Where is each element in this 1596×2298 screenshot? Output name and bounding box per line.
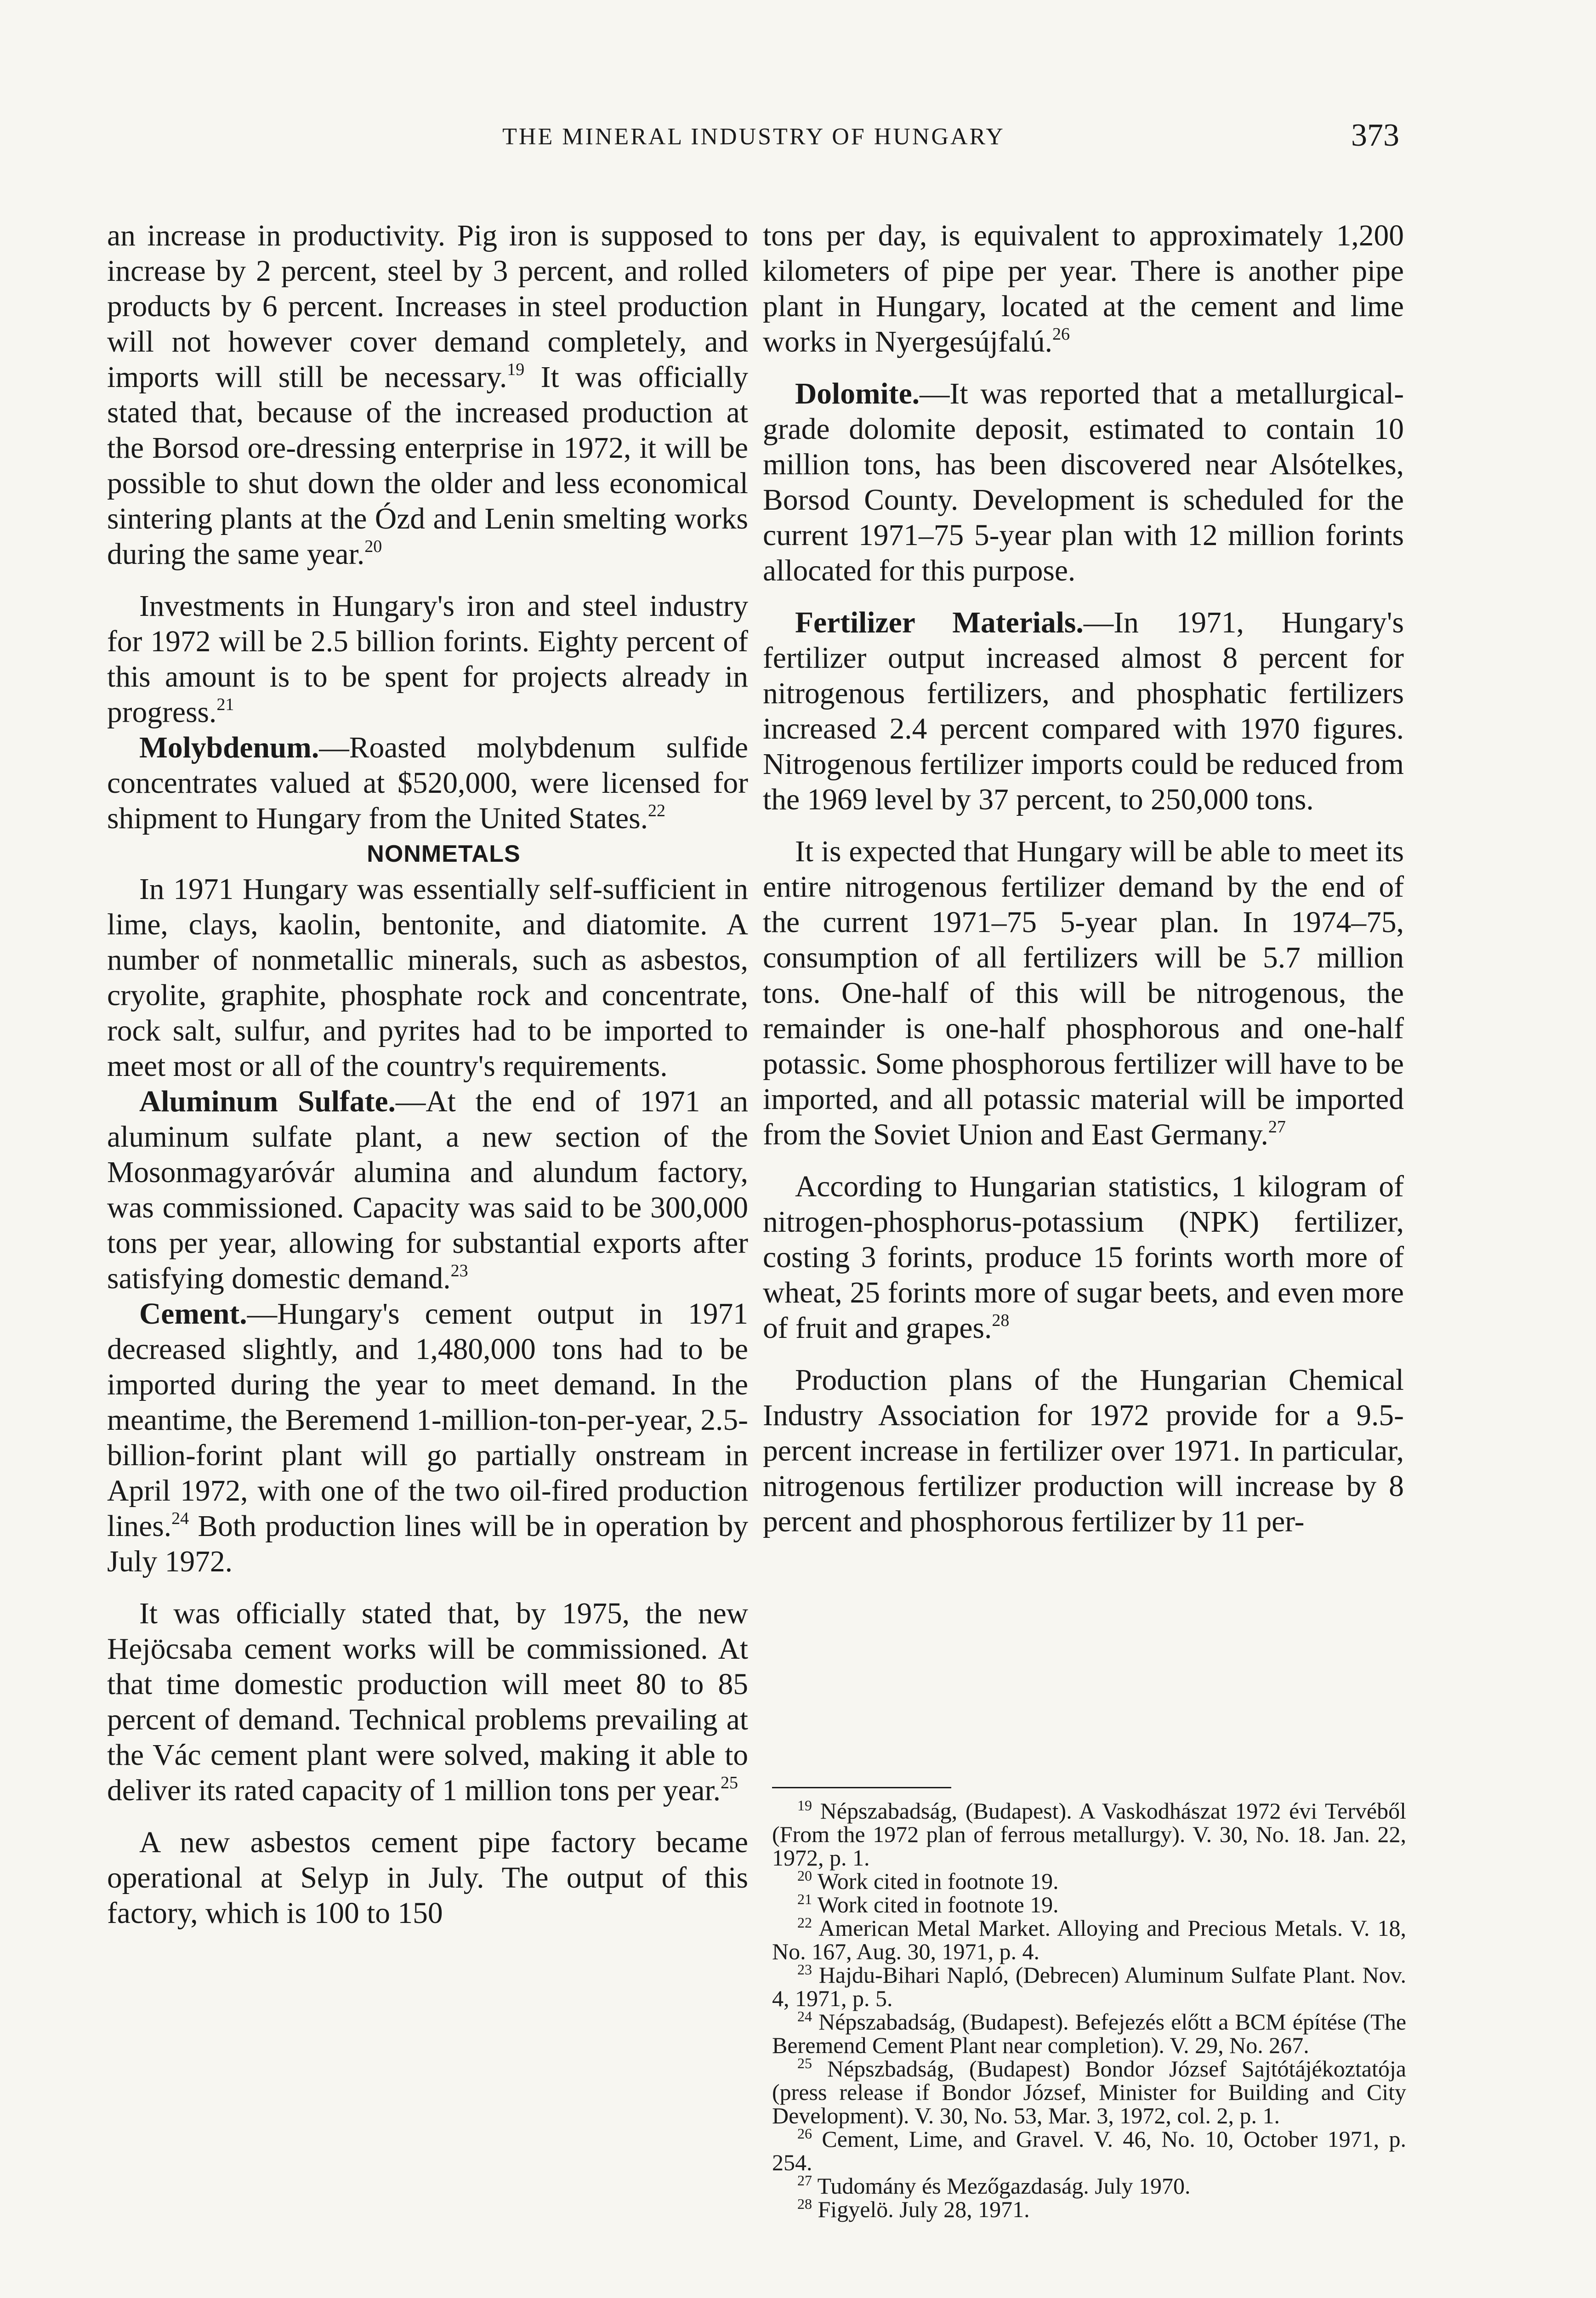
footnote: $^{27}$ Tudomány és Mezőgazdaság. July 1970. xyxy=(797,2172,1191,2199)
run-in-heading: Molybdenum. xyxy=(139,731,319,764)
paragraph: It is expected that Hungary will be able to meet its entire nitrogenous fertilizer demand by the end of the current 1971–75 5-year plan. In 1974–75, consumption of all fertilizers will be 5.7 million tons. One-half of this will be nitrogenous, the remainder is one-half phosphorous and one-half potassic. Some phosphorous fertilizer will have to be imported, and all potassic material will be imported from the Soviet Union and East Germany.$^{27}$ xyxy=(763,835,1404,1151)
footnote-ref: 26 xyxy=(1052,324,1070,344)
footnote: $^{26}$ Cement, Lime, and Gravel. V. 46, No. 10, October 1971, p. 254. xyxy=(772,2125,1407,2175)
paragraph: According to Hungarian statistics, 1 kilogram of nitrogen-phosphorus-potassium (NPK) fertilizer, costing 3 forints, produce 15 forints worth more of wheat, 25 forints more of sugar beets, and even more of fruit and grapes.$^{28}$ xyxy=(763,1170,1404,1345)
left-column xyxy=(107,218,748,1931)
footnote-ref: 24 xyxy=(171,1509,189,1528)
paragraph: an increase in productivity. Pig iron is supposed to increase by 2 percent, steel by 3 percent, and rolled products by 6 percent. Increases in steel production will not however cover demand completely, and imports will still be necessary.$^{19}$ It was officially stated that, because of the increased production at the Borsod ore-dressing enterprise in 1972, it will be possible to shut down the older and less economical sintering plants at the Ózd and Lenin smelting works during the same year.$^{20}$ xyxy=(107,219,748,571)
running-head: THE MINERAL INDUSTRY OF HUNGARY xyxy=(502,124,1005,150)
paragraph: Production plans of the Hungarian Chemical Industry Association for 1972 provide for a 9.5-percent increase in fertilizer over 1971. In particular, nitrogenous fertilizer production will increase by 8 percent and phosphorous fertilizer by 11 per- xyxy=(763,1364,1404,1538)
footnote-divider xyxy=(772,1787,951,1788)
footnote-ref: 19 xyxy=(507,360,525,379)
run-in-heading: Aluminum Sulfate. xyxy=(139,1085,396,1118)
footnote: $^{25}$ Népszbadság, (Budapest) Bondor József Sajtótájékoztatója (press release if Bondor József, Minister for Building and City Development). V. 30, No. 53, Mar. 3, 1972, col. 2, p. 1. xyxy=(772,2055,1407,2128)
run-in-heading: Dolomite. xyxy=(795,377,920,410)
footnote: $^{19}$ Népszabadság, (Budapest). A Vaskodhászat 1972 évi Tervéből (From the 1972 plan of ferrous metallurgy). V. 30, No. 18. Jan. 22, 1972, p. 1. xyxy=(772,1797,1406,1871)
footnote-ref: 25 xyxy=(721,1773,738,1792)
footnote-ref: 23 xyxy=(450,1261,468,1280)
paragraph-dolomite: Dolomite.—It was reported that a metallurgical-grade dolomite deposit, estimated to contain 10 million tons, has been discovered near Alsótelkes, Borsod County. Development is scheduled for the current 1971–75 5-year plan with 12 million forints allocated for this purpose. xyxy=(763,377,1404,587)
footnotes xyxy=(772,1799,1406,2221)
page-number: 373 xyxy=(1351,118,1399,153)
section-heading: NONMETALS xyxy=(367,841,521,867)
paragraph: In 1971 Hungary was essentially self-sufficient in lime, clays, kaolin, bentonite, and diatomite. A number of nonmetallic minerals, such as asbestos, cryolite, graphite, phosphate rock and concentrate, rock salt, sulfur, and pyrites had to be imported to meet most or all of the country's requirements. xyxy=(107,873,748,1083)
paragraph-molybdenum: Molybdenum.—Roasted molybdenum sulfide concentrates valued at $520,000, were licensed for shipment to Hungary from the United States.$^{22}$ xyxy=(107,731,748,835)
footnote: $^{24}$ Népszabadság, (Budapest). Befejezés előtt a BCM építése (The Beremend Cement Plant near completion). V. 29, No. 267. xyxy=(772,2008,1407,2058)
paragraph: Investments in Hungary's iron and steel industry for 1972 will be 2.5 billion forints. Eighty percent of this amount is to be spent for projects already in progress.$^{21}$ xyxy=(107,590,748,729)
paragraph-aluminum-sulfate: Aluminum Sulfate.—At the end of 1971 an aluminum sulfate plant, a new section of the Mosonmagyaróvár alumina and alundum factory, was commissioned. Capacity was said to be 300,000 tons per year, allowing for substantial exports after satisfying domestic demand.$^{23}$ xyxy=(107,1085,748,1295)
footnote-ref: 27 xyxy=(1268,1117,1286,1137)
footnote: $^{21}$ Work cited in footnote 19. xyxy=(797,1891,1059,1917)
paragraph-cement: Cement.—Hungary's cement output in 1971 decreased slightly, and 1,480,000 tons had to be imported during the year to meet demand. In the meantime, the Beremend 1-million-ton-per-year, 2.5-billion-forint plant will go partially onstream in April 1972, with one of the two oil-fired production lines.$^{24}$ Both production lines will be in operation by July 1972. xyxy=(107,1297,748,1578)
footnote: $^{23}$ Hajdu-Bihari Napló, (Debrecen) Aluminum Sulfate Plant. Nov. 4, 1971, p. 5. xyxy=(772,1961,1406,2011)
run-in-heading: Cement. xyxy=(139,1297,247,1331)
footnote: $^{28}$ Figyelö. July 28, 1971. xyxy=(797,2196,1030,2222)
right-column xyxy=(763,218,1404,1540)
footnote-ref: 21 xyxy=(216,695,234,714)
paragraph: tons per day, is equivalent to approximately 1,200 kilometers of pipe per year. There is another pipe plant in Hungary, located at the cement and lime works in Nyergesújfalú.$^{26}$ xyxy=(763,219,1404,358)
paragraph: It was officially stated that, by 1975, the new Hejöcsaba cement works will be commissioned. At that time domestic production will meet 80 to 85 percent of demand. Technical problems prevailing at the Vác cement plant were solved, making it able to deliver its rated capacity of 1 million tons per year.$^{25}$ xyxy=(107,1597,748,1807)
paragraph-fertilizer: Fertilizer Materials.—In 1971, Hungary's fertilizer output increased almost 8 percent for nitrogenous fertilizers, and phosphatic fertilizers increased 2.4 percent compared with 1970 figures. Nitrogenous fertilizer imports could be reduced from the 1969 level by 37 percent, to 250,000 tons. xyxy=(763,606,1404,816)
run-in-heading: Fertilizer Materials. xyxy=(795,606,1084,639)
footnote: $^{22}$ American Metal Market. Alloying and Precious Metals. V. 18, No. 167, Aug. 30, 1971, p. 4. xyxy=(772,1914,1406,1964)
footnote-ref: 28 xyxy=(992,1311,1010,1330)
footnote-ref: 22 xyxy=(648,801,665,820)
paragraph: A new asbestos cement pipe factory became operational at Selyp in July. The output of this factory, which is 100 to 150 xyxy=(107,1826,748,1930)
footnote: $^{20}$ Work cited in footnote 19. xyxy=(797,1867,1059,1894)
footnote-ref: 20 xyxy=(364,537,382,556)
